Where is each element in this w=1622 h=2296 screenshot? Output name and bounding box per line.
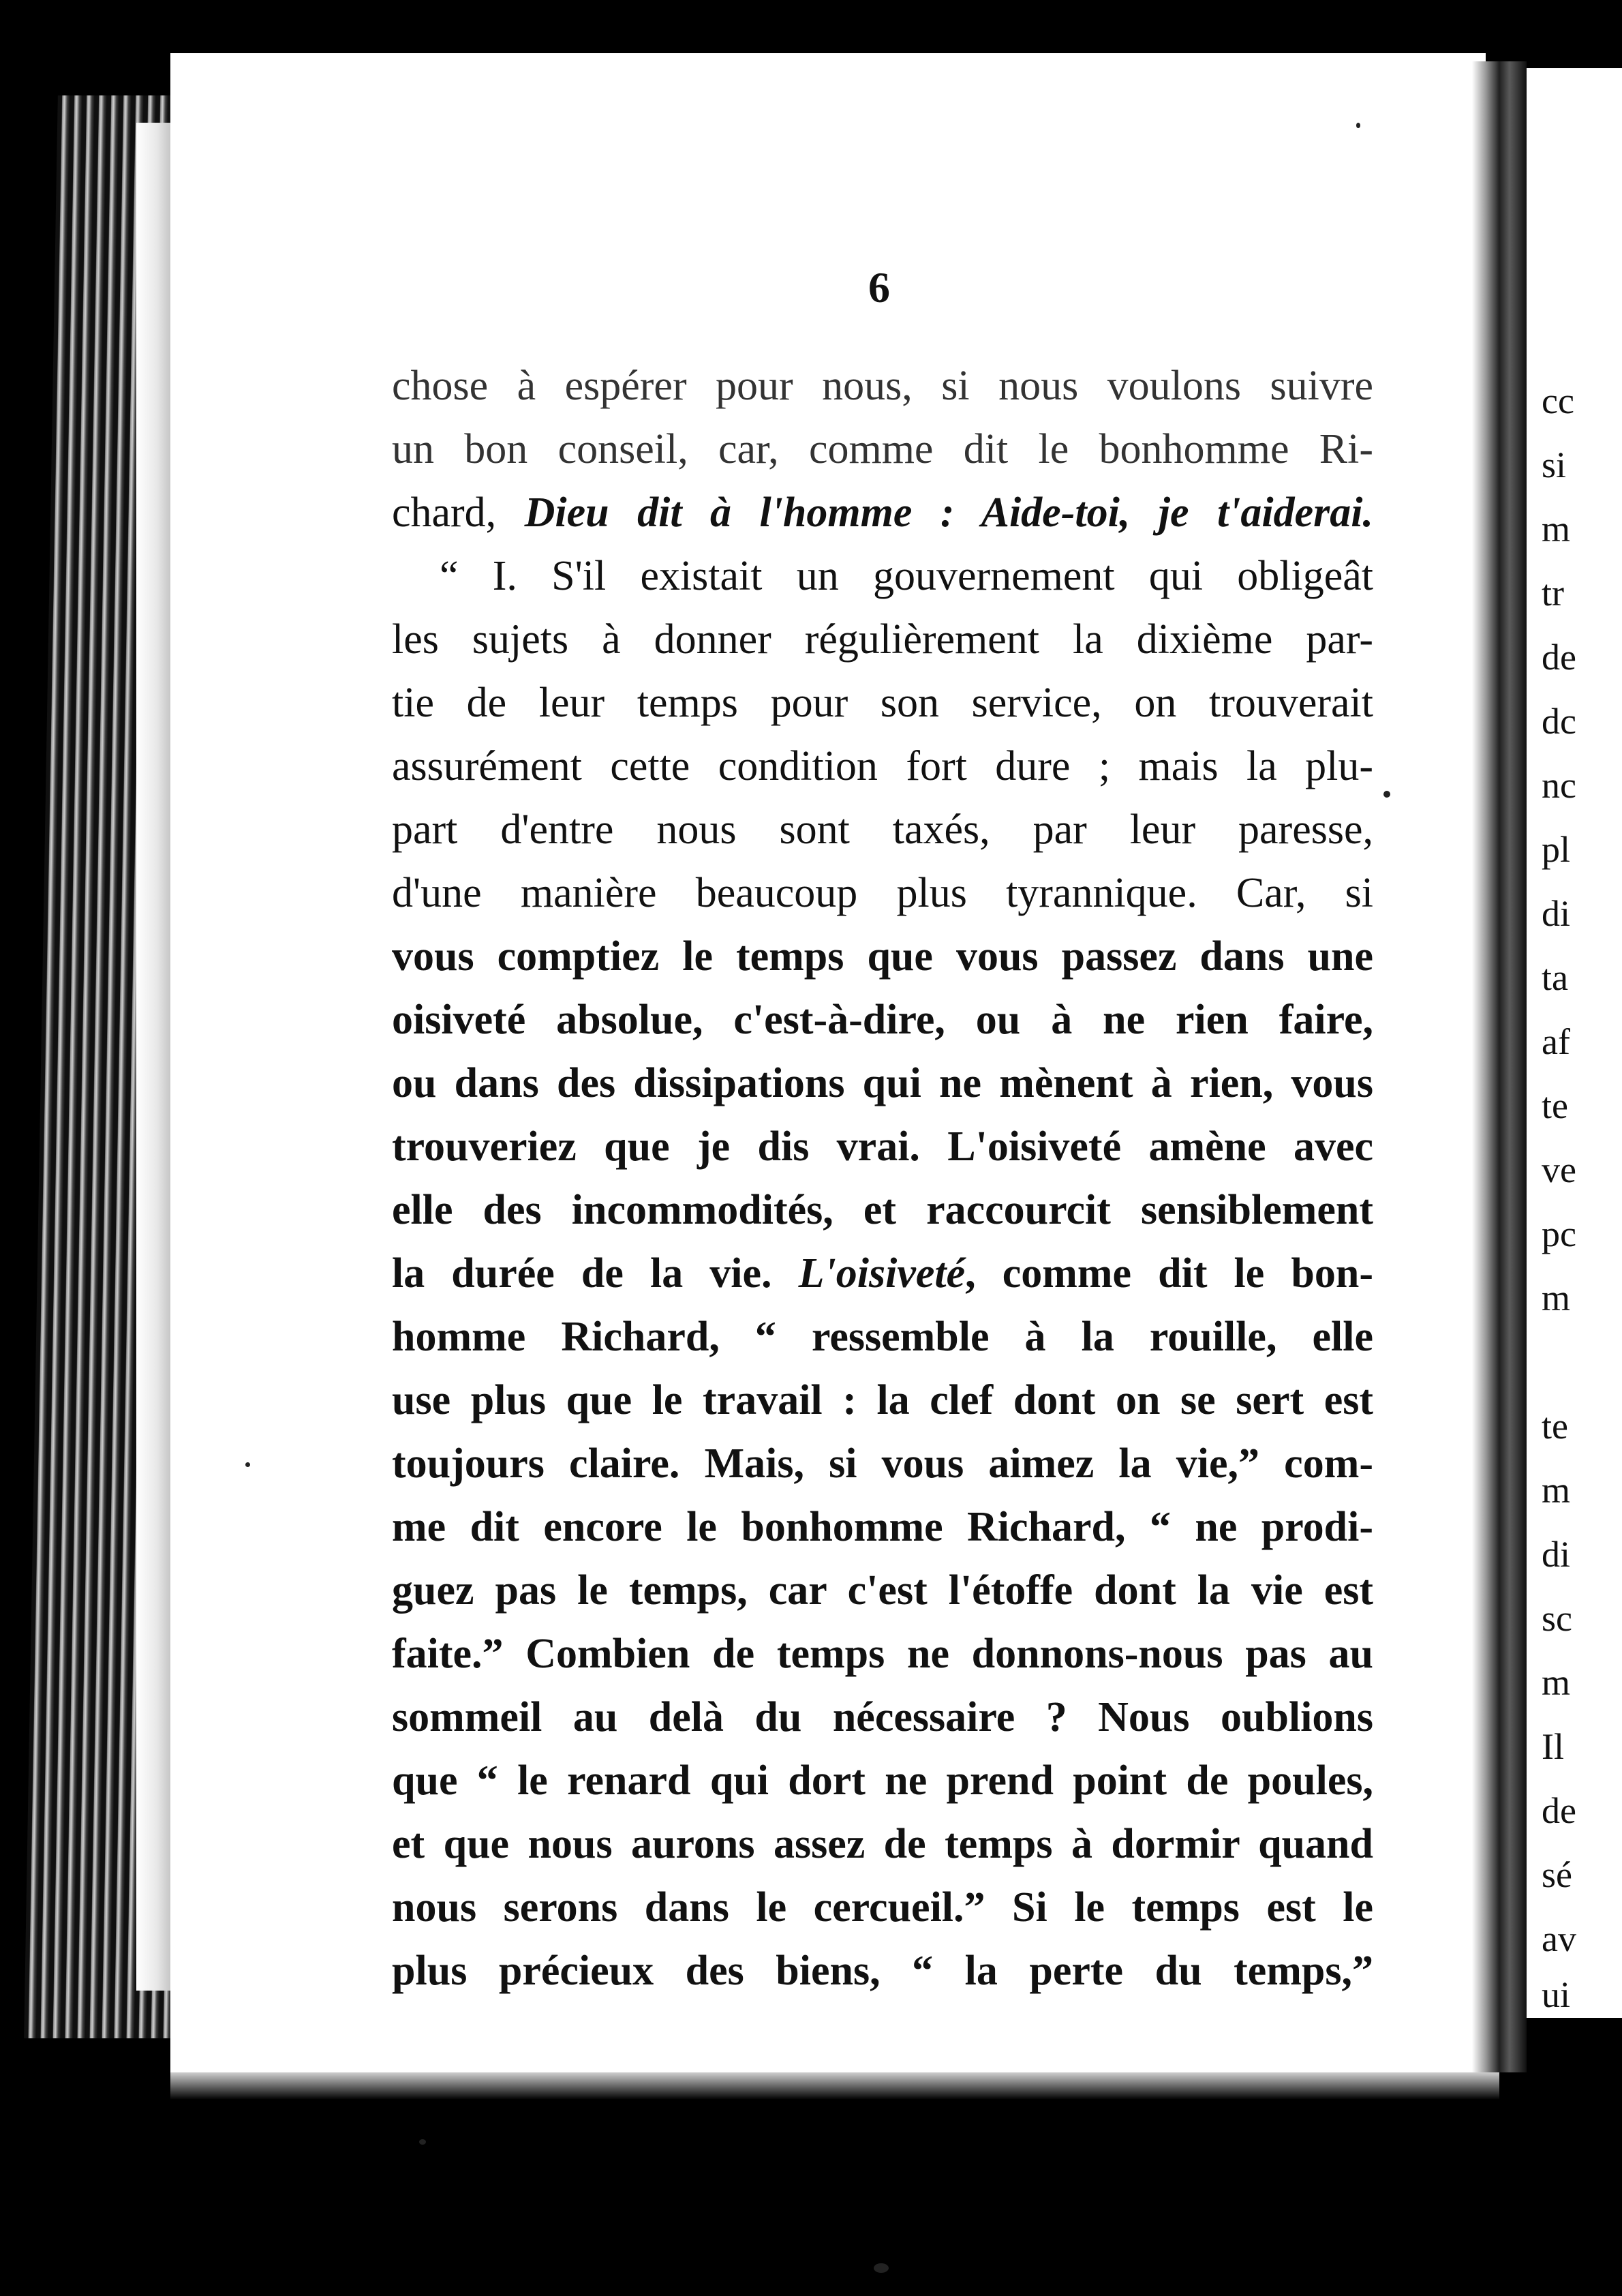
adjacent-fragment: m	[1542, 1470, 1571, 1511]
adjacent-fragment: si	[1542, 444, 1567, 485]
ink-speck	[419, 2139, 426, 2145]
page-number: 6	[868, 263, 890, 312]
adjacent-fragment: cc	[1542, 380, 1574, 421]
text-line: use plus que le travail : la clef dont on se sert est	[392, 1377, 1373, 1423]
text-line: guez pas le temps, car c'est l'étoffe dont la vie est	[392, 1567, 1373, 1614]
adjacent-fragment: sé	[1542, 1854, 1572, 1895]
adjacent-fragment: te	[1542, 1406, 1568, 1447]
adjacent-fragment: ta	[1542, 957, 1568, 998]
adjacent-fragment: ve	[1542, 1149, 1576, 1190]
adjacent-fragment: Il	[1542, 1726, 1564, 1767]
ink-speck	[245, 1462, 250, 1467]
body-text	[392, 354, 1373, 2003]
text-line: tie de leur temps pour son service, on trouverait	[392, 680, 1373, 726]
adjacent-fragment: te	[1542, 1085, 1568, 1126]
text-line: que “ le renard qui dort ne prend point de poules,	[392, 1757, 1373, 1804]
text-line: nous serons dans le cercueil.” Si le temps est le	[392, 1884, 1373, 1931]
text-line: trouveriez que je dis vrai. L'oisiveté amène avec	[392, 1123, 1373, 1170]
text-line: oisiveté absolue, c'est-à-dire, ou à ne rien faire,	[392, 997, 1373, 1043]
text-line: ou dans des dissipations qui ne mènent à rien, vous	[392, 1060, 1373, 1106]
italic-quote: Dieu dit à l'homme : Aide-toi, je t'aiderai.	[524, 489, 1373, 536]
binding-gutter	[1472, 61, 1527, 2072]
ink-speck	[874, 2263, 889, 2273]
text-line: toujours claire. Mais, si vous aimez la vie,” com-	[392, 1440, 1373, 1487]
text-line: assurément cette condition fort dure ; mais la plu-	[392, 743, 1373, 789]
adjacent-fragment: m	[1542, 1278, 1571, 1318]
text-line: et que nous aurons assez de temps à dormir quand	[392, 1821, 1373, 1867]
ink-speck	[1383, 791, 1390, 798]
page-bottom-edge	[170, 2072, 1499, 2100]
text-line	[392, 481, 1373, 545]
adjacent-fragment: de	[1542, 1790, 1576, 1831]
text-segment: , comme dit le bon-	[965, 1250, 1373, 1297]
text-line: homme Richard, “ ressemble à la rouille, elle	[392, 1314, 1373, 1360]
ink-speck	[1356, 123, 1360, 128]
adjacent-fragment: pl	[1542, 829, 1571, 870]
italic-word: L'oisiveté	[798, 1250, 966, 1297]
adjacent-fragment: ui	[1542, 1974, 1571, 2015]
adjacent-fragment: pc	[1542, 1213, 1576, 1254]
text-line: sommeil au delà du nécessaire ? Nous oublions	[392, 1694, 1373, 1740]
text-line: plus précieux des biens, “ la perte du temps,”	[392, 1948, 1373, 1994]
text-line: “ I. S'il existait un gouvernement qui obligeât	[440, 553, 1373, 599]
adjacent-fragment: af	[1542, 1021, 1570, 1062]
adjacent-fragment: tr	[1542, 573, 1564, 614]
adjacent-page-strip	[1527, 68, 1622, 2018]
text-line: d'une manière beaucoup plus tyrannique. Car, si	[392, 870, 1373, 916]
text-line	[392, 1242, 1373, 1305]
text-segment: chard,	[392, 489, 525, 536]
text-segment: la durée de la vie.	[392, 1250, 799, 1297]
adjacent-fragment: m	[1542, 509, 1571, 549]
adjacent-fragment: nc	[1542, 765, 1576, 806]
text-line: vous comptiez le temps que vous passez dans une	[392, 933, 1373, 980]
adjacent-fragment: di	[1542, 1534, 1571, 1575]
text-line: les sujets à donner régulièrement la dixième par-	[392, 616, 1373, 663]
adjacent-fragment: de	[1542, 637, 1576, 678]
text-line: part d'entre nous sont taxés, par leur paresse,	[392, 806, 1373, 853]
adjacent-fragment: m	[1542, 1662, 1571, 1703]
text-line: elle des incommodités, et raccourcit sensiblement	[392, 1187, 1373, 1233]
text-line: me dit encore le bonhomme Richard, “ ne prodi-	[392, 1504, 1373, 1550]
text-line: chose à espérer pour nous, si nous voulons suivre	[392, 363, 1373, 409]
adjacent-fragment: av	[1542, 1918, 1576, 1959]
adjacent-fragment: sc	[1542, 1598, 1572, 1639]
adjacent-fragment: di	[1542, 893, 1571, 934]
text-line: faite.” Combien de temps ne donnons-nous pas au	[392, 1631, 1373, 1677]
adjacent-fragment: dc	[1542, 701, 1576, 742]
text-line: un bon conseil, car, comme dit le bonhomme Ri-	[392, 426, 1373, 472]
